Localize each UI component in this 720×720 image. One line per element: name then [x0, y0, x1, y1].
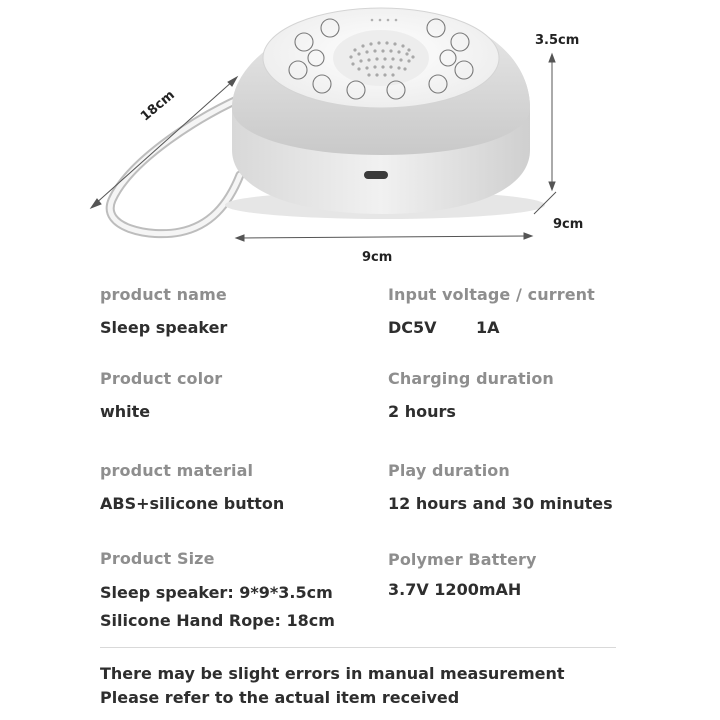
reference-note: Please refer to the actual item received	[100, 688, 460, 707]
dimension-height-label: 3.5cm	[535, 33, 580, 48]
product-color-value: white	[100, 402, 151, 421]
product-color-label: Product color	[100, 369, 223, 388]
product-material-label: product material	[100, 461, 254, 480]
battery-label: Polymer Battery	[388, 550, 537, 569]
product-name-value: Sleep speaker	[100, 318, 228, 337]
charging-duration-label: Charging duration	[388, 369, 554, 388]
product-size-label: Product Size	[100, 549, 215, 568]
input-current-value: 1A	[476, 318, 500, 337]
product-size-speaker-value: Sleep speaker: 9*9*3.5cm	[100, 583, 333, 602]
input-voltage-value: DC5V	[388, 318, 437, 337]
dimension-rope-label: 18cm	[138, 87, 178, 125]
battery-value: 3.7V 1200mAH	[388, 580, 522, 599]
product-size-rope-value: Silicone Hand Rope: 18cm	[100, 611, 335, 630]
product-material-value: ABS+silicone button	[100, 494, 285, 513]
product-name-label: product name	[100, 285, 227, 304]
divider	[100, 647, 616, 648]
charging-duration-value: 2 hours	[388, 402, 456, 421]
dimension-width-label: 9cm	[362, 250, 393, 265]
play-duration-label: Play duration	[388, 461, 510, 480]
dimension-depth-label: 9cm	[553, 217, 584, 232]
play-duration-value: 12 hours and 30 minutes	[388, 494, 613, 513]
measurement-note: There may be slight errors in manual measurement	[100, 664, 565, 683]
input-voltage-label: Input voltage / current	[388, 285, 595, 304]
